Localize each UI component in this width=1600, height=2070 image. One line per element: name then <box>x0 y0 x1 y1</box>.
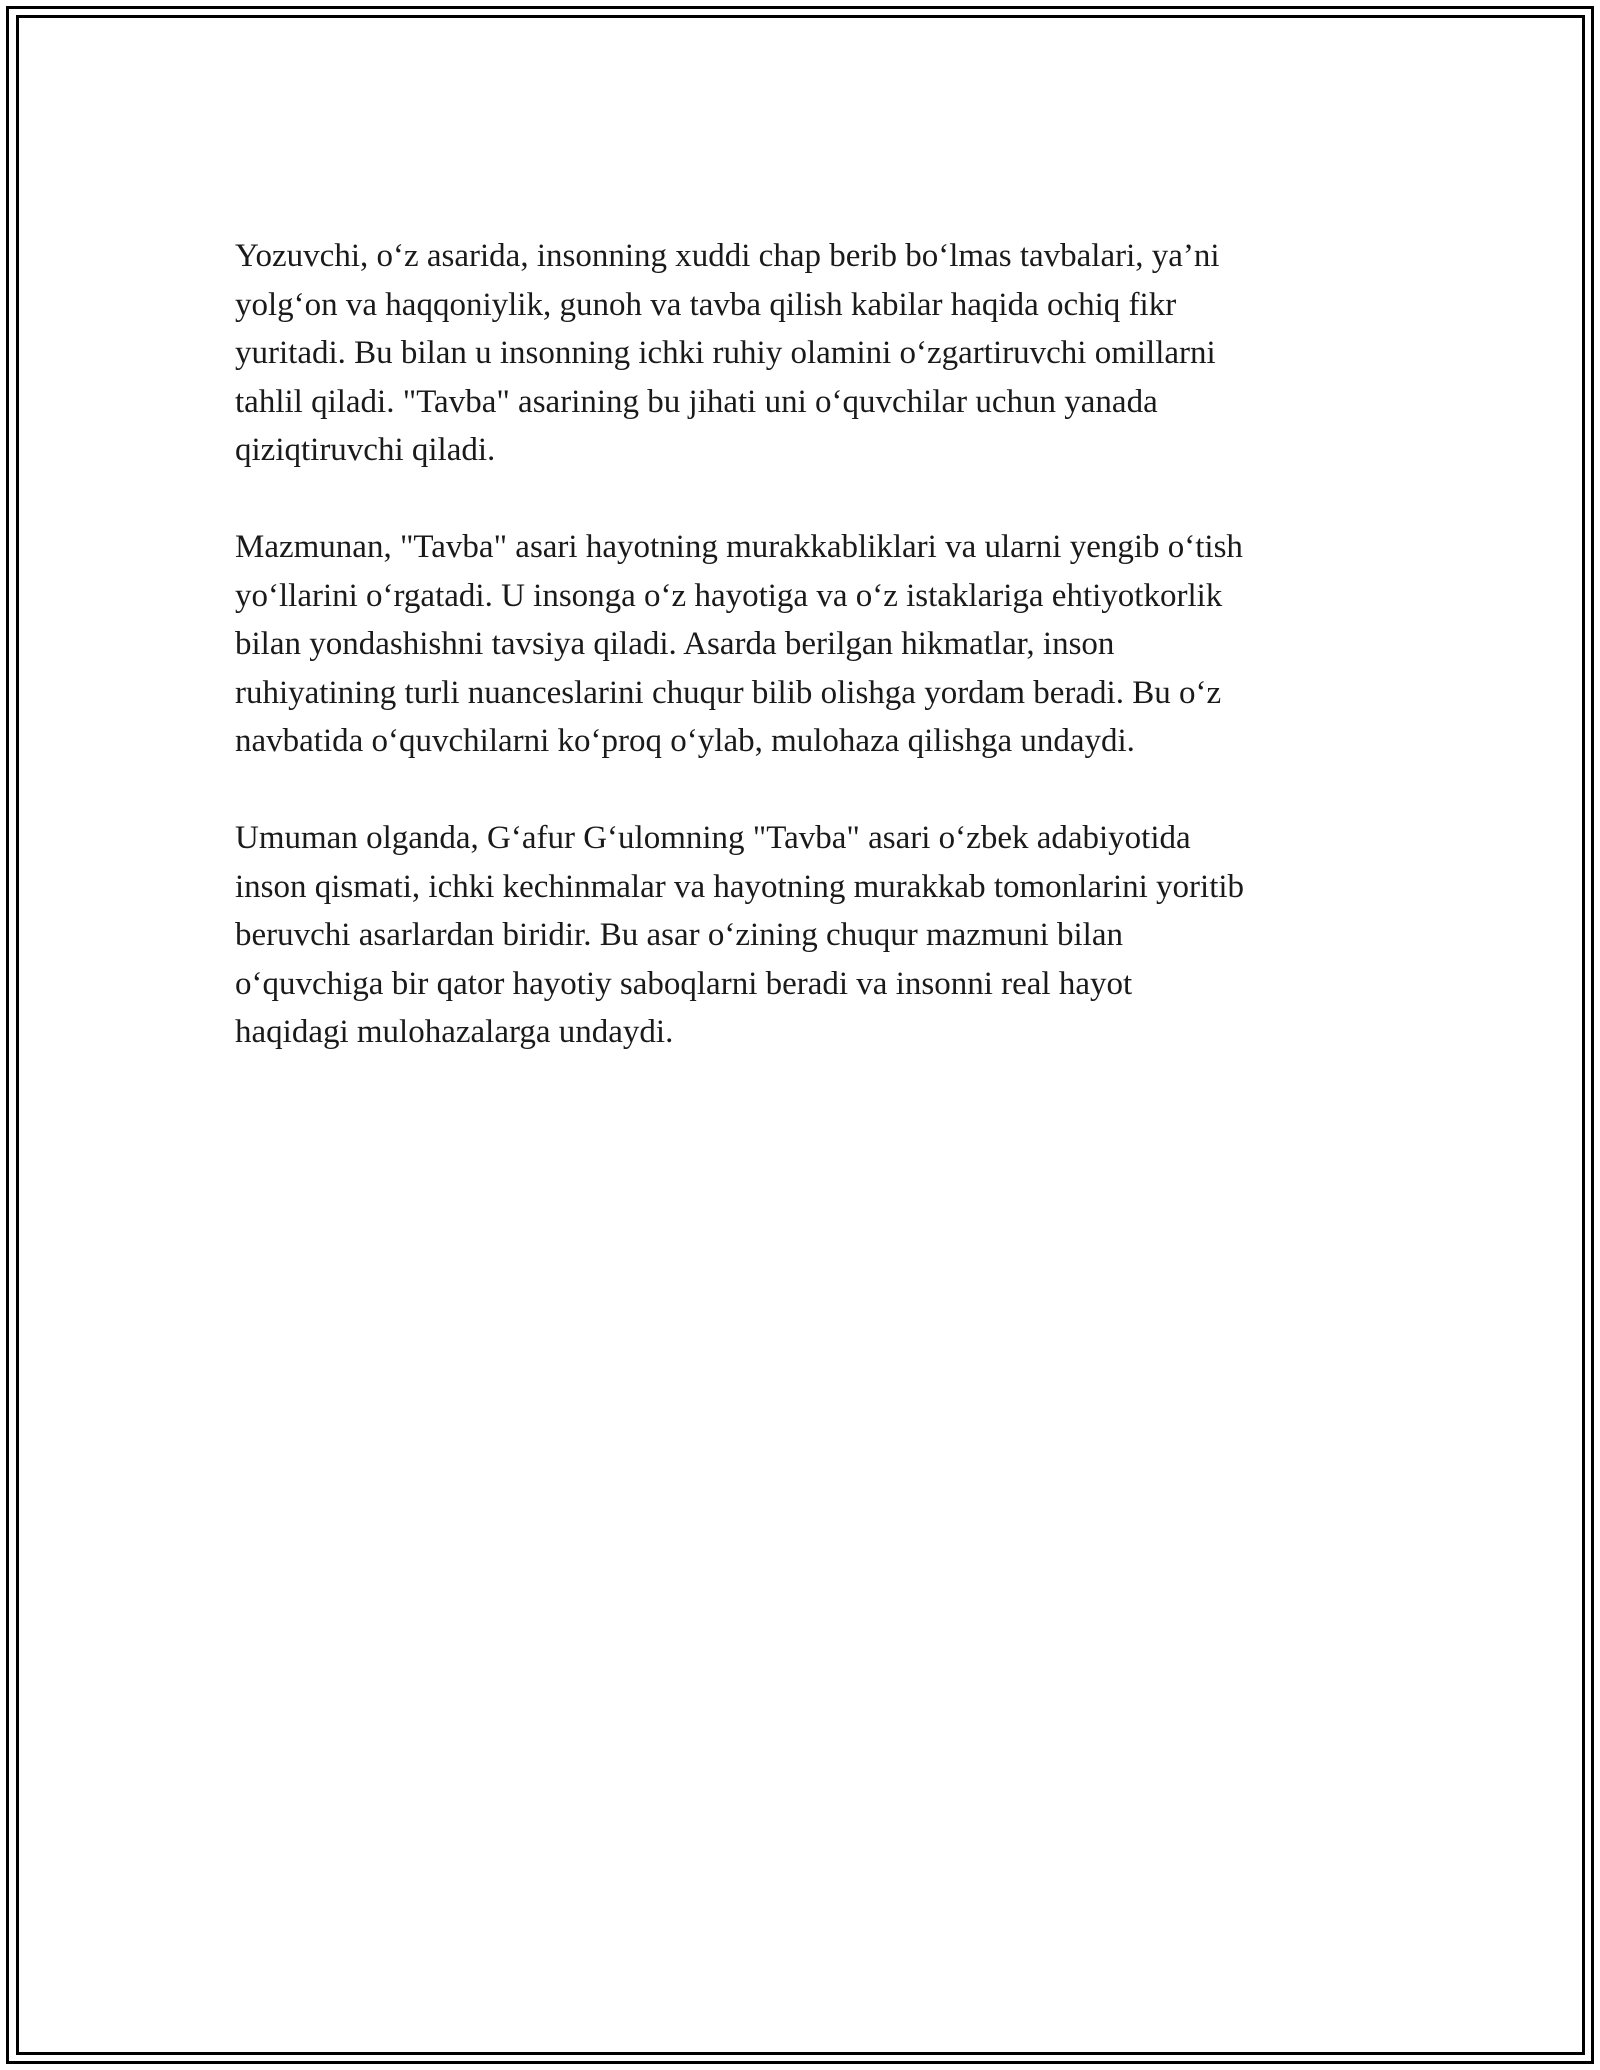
text-line: yuritadi. Bu bilan u insonning ichki ruhiy olamini o‘zgartiruvchi omillarni <box>235 335 1216 371</box>
text-line: beruvchi asarlardan biridir. Bu asar o‘zining chuqur mazmuni bilan <box>235 917 1123 953</box>
text-line: tahlil qiladi. "Tavba" asarining bu jihati uni o‘quvchilar uchun yanada <box>235 383 1158 420</box>
paragraph-2 <box>235 523 1375 766</box>
text-line: navbatida o‘quvchilarni ko‘proq o‘ylab, mulohaza qilishga undaydi. <box>235 723 1135 759</box>
text-line: inson qismati, ichki kechinmalar va hayotning murakkab tomonlarini yoritib <box>235 868 1245 905</box>
text-line: yolg‘on va haqqoniylik, gunoh va tavba qilish kabilar haqida ochiq fikr <box>235 286 1177 323</box>
text-line: o‘quvchiga bir qator hayotiy saboqlarni beradi va insonni real hayot <box>235 965 1133 1002</box>
paragraph-3 <box>235 814 1375 1057</box>
text-line: Umuman olganda, G‘afur G‘ulomning "Tavba" asari o‘zbek adabiyotida <box>235 820 1191 856</box>
text-line: haqidagi mulohazalarga undaydi. <box>235 1014 674 1050</box>
text-line: Mazmunan, "Tavba" asari hayotning murakkabliklari va ularni yengib o‘tish <box>235 529 1243 565</box>
text-line: bilan yondashishni tavsiya qiladi. Asarda berilgan hikmatlar, inson <box>235 626 1115 662</box>
text-line: yo‘llarini o‘rgatadi. U insonga o‘z hayotiga va o‘z istaklariga ehtiyotkorlik <box>235 577 1223 614</box>
text-line: Yozuvchi, o‘z asarida, insonning xuddi chap berib bo‘lmas tavbalari, ya’ni <box>235 238 1220 274</box>
text-line: qiziqtiruvchi qiladi. <box>235 432 496 468</box>
document-body <box>235 232 1375 1105</box>
paragraph-1 <box>235 232 1375 475</box>
text-line: ruhiyatining turli nuanceslarini chuqur bilib olishga yordam beradi. Bu o‘z <box>235 674 1222 711</box>
